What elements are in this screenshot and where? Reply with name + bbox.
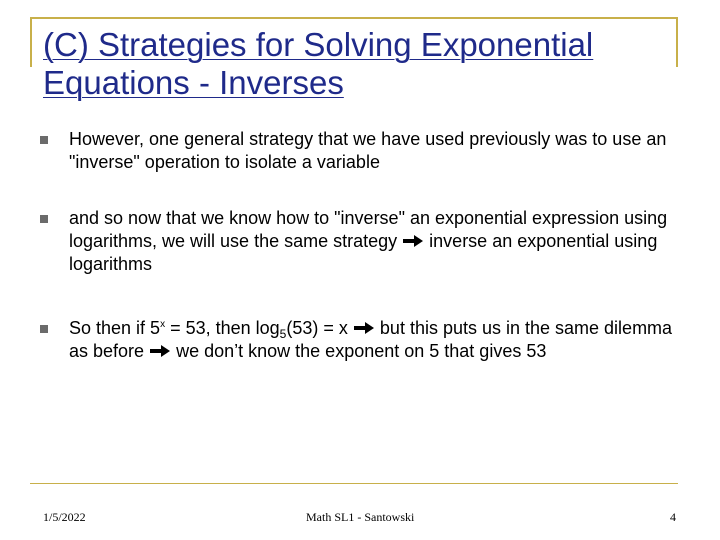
slide-title <box>43 26 683 102</box>
bullet-text-3c: (53) = x <box>286 318 348 338</box>
bullet-text-3d: but this puts us in the same dilemma as before <box>69 318 673 361</box>
frame-left-line <box>30 17 32 67</box>
log-base: 5 <box>279 327 287 341</box>
bullet-item-1 <box>40 128 680 207</box>
bullet-text-3b: = 53, then log <box>165 318 280 338</box>
bullet-text-3a: So then if 5 <box>69 318 161 338</box>
bullet-text-1: However, one general strategy that we have used previously was to use an "inverse" operation to isolate a variable <box>69 129 667 172</box>
title-line-1: (C) Strategies for Solving Exponential <box>43 26 594 63</box>
bullet-list <box>40 128 680 363</box>
bullet-text-3e: we don’t know the exponent on 5 that gives 53 <box>176 341 547 361</box>
right-arrow-icon <box>402 234 424 248</box>
frame-top-line <box>30 17 678 19</box>
bullet-item-3 <box>40 317 680 363</box>
bullet-item-2 <box>40 207 680 317</box>
footer-course: Math SL1 - Santowski <box>306 510 415 524</box>
right-arrow-icon <box>149 344 171 358</box>
square-bullet-icon <box>40 215 48 223</box>
exponent-x: x <box>160 319 166 330</box>
footer-date: 1/5/2022 <box>43 510 86 524</box>
bullet-text-2b: inverse an exponential using logarithms <box>69 231 658 274</box>
square-bullet-icon <box>40 136 48 144</box>
page-number: 4 <box>670 510 676 524</box>
title-line-2: Equations - Inverses <box>43 64 344 101</box>
square-bullet-icon <box>40 325 48 333</box>
footer-divider <box>30 483 678 484</box>
right-arrow-icon <box>353 321 375 335</box>
bullet-text-2a: and so now that we know how to "inverse" an exponential expression using logarithms, we will use the same strategy <box>69 208 668 251</box>
